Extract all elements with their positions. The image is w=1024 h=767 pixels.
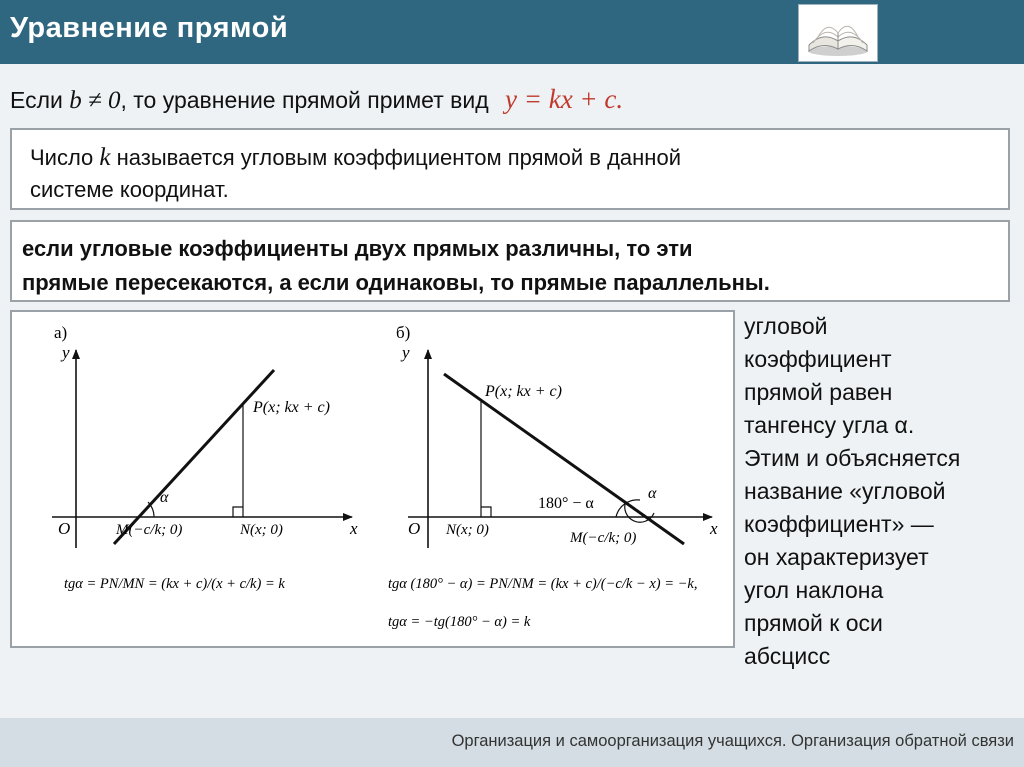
side-text-line: Этим и объясняется: [744, 445, 961, 471]
panel-b-angle-arc: [616, 500, 640, 517]
panel-a-point-n: N(x; 0): [240, 522, 283, 538]
panel-b-angle-label: α: [648, 485, 657, 502]
panel-b-supplementary-label: 180° − α: [538, 495, 594, 512]
side-text-line: угол наклона: [744, 577, 884, 603]
definition-var: k: [99, 144, 111, 171]
definition-box: [10, 128, 1010, 210]
panel-b-point-m: M(−c/k; 0): [570, 530, 637, 546]
intro-line: [10, 84, 623, 115]
panel-a-formula: tgα = PN/MN = (kx + c)/(x + c/k) = k: [64, 576, 285, 592]
side-text-line: прямой к оси: [744, 610, 883, 636]
definition-line-2: системе координат.: [30, 177, 229, 202]
rule-line-2: прямые пересекаются, а если одинаковы, то прямые параллельны.: [22, 270, 770, 295]
panel-a: [52, 323, 358, 592]
panel-b-point-n: N(x; 0): [446, 522, 489, 538]
panel-b-right-angle: [481, 507, 491, 517]
panel-b-x-label: x: [710, 519, 718, 538]
panel-b: [388, 323, 718, 630]
intro-condition: b ≠ 0: [69, 87, 121, 114]
side-text-line: прямой равен: [744, 379, 893, 405]
panel-b-point-p: P(x; kx + c): [485, 383, 562, 400]
panel-b-origin: O: [408, 519, 421, 538]
panel-a-y-label: y: [62, 343, 70, 362]
panel-a-point-p: P(x; kx + c): [253, 399, 330, 416]
side-text-line: он характеризует: [744, 544, 929, 570]
panel-b-formula-2: tgα = −tg(180° − α) = k: [388, 614, 531, 630]
panel-b-y-label: y: [402, 343, 410, 362]
panel-a-angle-label: α: [160, 489, 169, 506]
slide-footer: [0, 718, 1024, 767]
slide-header: [0, 0, 1024, 64]
intro-middle: , то уравнение прямой примет вид: [120, 87, 489, 113]
panel-a-x-label: x: [350, 519, 358, 538]
side-text-line: название «угловой: [744, 478, 946, 504]
slide-title: Уравнение прямой: [10, 12, 289, 44]
definition-part2: называется угловым коэффициентом прямой в данной: [116, 145, 681, 170]
side-text-line: тангенсу угла α.: [744, 412, 915, 438]
rule-line-1: если угловые коэффициенты двух прямых различны, то эти: [22, 236, 693, 261]
panel-a-right-angle: [233, 507, 243, 517]
panel-a-origin: O: [58, 519, 71, 538]
definition-line-1: [30, 142, 1008, 174]
panel-a-label: а): [54, 323, 68, 342]
figure-box: [10, 310, 735, 648]
side-text-line: абсцисс: [744, 643, 831, 669]
side-text-line: коэффициент» —: [744, 511, 934, 537]
line-equation: y = kx + c.: [505, 84, 624, 114]
slope-figure: [12, 312, 733, 646]
intro-prefix: Если: [10, 87, 63, 113]
rule-box: [10, 220, 1010, 302]
open-book-icon: [798, 4, 878, 62]
side-text-line: угловой: [744, 313, 828, 339]
panel-a-line: [114, 370, 274, 544]
footer-text: Организация и самоорганизация учащихся. Организация обратной связи: [451, 732, 1014, 750]
definition-part1: Число: [30, 145, 94, 170]
panel-a-point-m: M(−c/k; 0): [116, 522, 183, 538]
side-explanation: [744, 310, 1019, 673]
panel-b-line: [444, 374, 684, 544]
panel-b-label: б): [396, 323, 411, 342]
panel-b-formula-1: tgα (180° − α) = PN/NM = (kx + c)/(−c/k − x) = −k,: [388, 576, 698, 592]
side-text-line: коэффициент: [744, 346, 892, 372]
